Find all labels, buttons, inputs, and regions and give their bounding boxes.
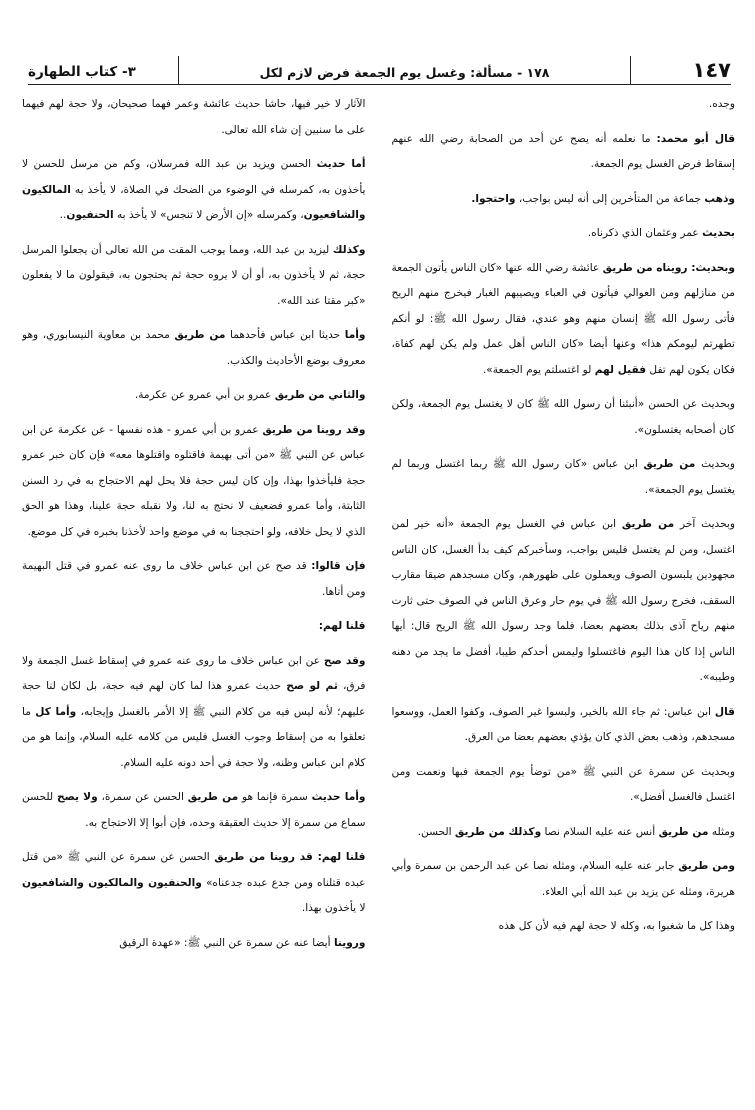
paragraph: قلنا لهم: قد روينا من طريق الحسن عن سمرة عن النبي ﷺ «من قتل عبده قتلناه ومن جدع عبده جدعناه» والحنفيون والمالكيون والشافعيون لا يأخذون بهذا. xyxy=(22,851,366,914)
paragraph: وبحديث من طريق ابن عباس «كان رسول الله ﷺ ربما اغتسل وربما لم يغتسل يوم الجمعة». xyxy=(391,458,735,496)
book-title: ٣- كتاب الطهارة xyxy=(28,64,136,80)
right-column xyxy=(392,92,736,1094)
paragraph: وهذا كل ما شغبوا به، وكله لا حجة لهم فيه لأن كل هذه xyxy=(498,920,735,932)
paragraph: ومثله من طريق أنس عنه عليه السلام نصا وكذلك من طريق الحسن. xyxy=(417,825,735,838)
paragraph: قال أبو محمد: ما نعلمه أنه يصح عن أحد من الصحابة رضي الله عنهم إسقاط فرض الغسل يوم الجمعة. xyxy=(391,132,735,170)
page-number: ١٤٧ xyxy=(692,58,731,82)
text-columns xyxy=(22,92,735,1094)
paragraph: وروينا أيضا عنه عن سمرة عن النبي ﷺ: «عهدة الرقيق xyxy=(119,936,366,949)
paragraph: وأما حديث سمرة فإنما هو من طريق الحسن عن سمرة، ولا يصح للحسن سماع من سمرة إلا حديث العقيقة وحده، فإن أبوا إلا الاحتجاج به. xyxy=(22,791,366,829)
paragraph: وقد روينا من طريق عمرو بن أبي عمرو - هذه نفسها - عن عكرمة عن ابن عباس عن النبي ﷺ «من أتى بهيمة فاقتلوه واقتلوها معه» فإن كان خبر عمرو حجة فليأخذوا بهذا، وإن كان ليس حجة فلا يحل لهم الاحتجاج به في رد السنن الثابتة، وأما عمرو فضعيف لا نحتج به لنا، ولا نقبله حجة علينا، وهذا هو الحق الذي لا يحل خلافه، ولو احتججنا به في موضع واحد لأخذنا بخبره في كل موضع. xyxy=(22,423,366,538)
paragraph: وبحديث: رويناه من طريق عائشة رضي الله عنها «كان الناس يأتون الجمعة من منازلهم ومن العوالي فيأتون في العباء ويصيبهم الغبار فيخرج منهم الريح فأتى رسول الله ﷺ إنسان منهم وهو عندي، فقال رسول الله ﷺ: لو أنكم تطهرتم ليومكم هذا» وعنها أيضا «كان الناس أهل عمل ولم يكن لهم كفاة، فكان يكون لهم تفل فقيل لهم لو اغتسلتم يوم الجمعة». xyxy=(391,261,735,376)
page-header xyxy=(28,56,731,85)
paragraph: أما حديث الحسن ويزيد بن عبد الله فمرسلان، وكم من مرسل للحسن لا يأخذون به، كمرسله في الوضوء من الضحك في الصلاة، لا يأخذ به المالكيون والشافعيون، وكمرسله «إن الأرض لا تنجس» لا يأخذ به الحنفيون.. xyxy=(22,158,366,221)
paragraph: وبحديث عن سمرة عن النبي ﷺ «من توضأ يوم الجمعة فبها ونعمت ومن اغتسل فالغسل أفضل». xyxy=(391,765,735,803)
paragraph: وبحديث آخر من طريق ابن عباس في الغسل يوم الجمعة «أنه خير لمن اغتسل، ومن لم يغتسل فليس بواجب، وسأخبركم كيف بدأ الغسل، كان الناس مجهودين يلبسون الصوف ويعملون على ظهورهم، وكان مسجدهم ضيقا مقارب السقف، فخرج رسول الله ﷺ في يوم حار وعرق الناس في الصوف حتى ثارت منهم رياح آذى بذلك بعضهم بعضا، فلما وجد رسول الله ﷺ الريح قال: أيها الناس إذا كان هذا اليوم فاغتسلوا وليمس أحدكم طيبا، أفضل ما يجد من دهنه وطيبه». xyxy=(391,518,735,683)
paragraph: الآثار لا خير فيها، حاشا حديث عائشة وعمر فهما صحيحان، ولا حجة لهم فيهما على ما سنبين إن شاء الله تعالى. xyxy=(22,98,366,136)
paragraph: وجده. xyxy=(708,98,735,110)
header-divider-left xyxy=(178,56,179,84)
paragraph: بحديث عمر وعثمان الذي ذكرناه. xyxy=(587,227,735,239)
paragraph: فإن قالوا: قد صح عن ابن عباس خلاف ما روى عنه عمرو في قتل البهيمة ومن أتاها. xyxy=(22,560,366,598)
paragraph: وكذلك ليزيد بن عبد الله، ومما يوجب المقت من الله تعالى أن يجعلوا المرسل حجة، ثم لا يأخذون به، أو أن لا يروه حجة ثم يحتجون به، فيقولون ما لا يفعلون «كبر مقتا عند الله». xyxy=(22,243,366,307)
paragraph: وقد صح عن ابن عباس خلاف ما روى عنه عمرو في إسقاط غسل الجمعة ولا فرق، ثم لو صح حديث عمرو هذا لما كان لهم فيه حجة، بل لكان لنا حجة عليهم؛ لأنه ليس فيه من كلام النبي ﷺ إلا الأمر بالغسل وإيجابه، وأما كل ما تعلقوا به من إسقاط وجوب الغسل فليس من كلامه عليه السلام، وإنما هو من كلام ابن عباس وظنه، ولا حجة في أحد دونه عليه السلام. xyxy=(22,654,366,769)
paragraph: قال ابن عباس: ثم جاء الله بالخير، ولبسوا غير الصوف، وكفوا العمل، ووسعوا مسجدهم، وذهب بعض الذي كان يؤذي بعضهم بعضا من العرق. xyxy=(391,705,735,743)
paragraph: قلنا لهم: xyxy=(318,620,366,632)
paragraph: وأما حديثا ابن عباس فأحدهما من طريق محمد بن معاوية النيسابوري، وهو معروف بوضع الأحاديث والكذب. xyxy=(22,329,366,367)
running-title: ١٧٨ - مسألة: وغسل يوم الجمعة فرض لازم لكل xyxy=(259,65,550,80)
paragraph: والثاني من طريق عمرو بن أبي عمرو عن عكرمة. xyxy=(134,389,366,401)
header-divider-right xyxy=(630,56,631,84)
left-column xyxy=(22,92,366,1094)
paragraph: وبحديث عن الحسن «أنبئنا أن رسول الله ﷺ كان لا يغتسل يوم الجمعة، ولكن كان أصحابه يغتسلون». xyxy=(391,398,735,436)
paragraph: ومن طريق جابر عنه عليه السلام، ومثله نصا عن عبد الرحمن بن سمرة وأبي هريرة، ومثله عن يزيد بن عبد الله أبي العلاء. xyxy=(391,860,735,898)
paragraph: وذهب جماعة من المتأخرين إلى أنه ليس بواجب، واحتجوا. xyxy=(471,192,735,205)
